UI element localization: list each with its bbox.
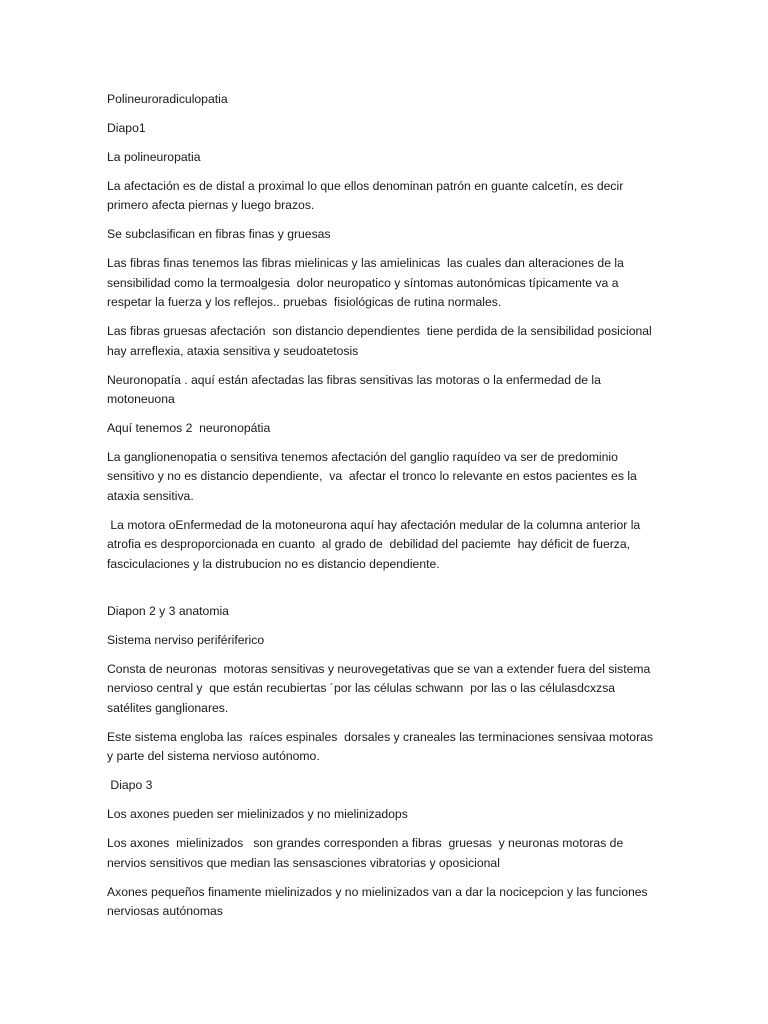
paragraph: Axones pequeños finamente mielinizados y no mielinizados van a dar la nocicepcion y las funciones nerviosas autónomas: [107, 884, 652, 919]
slide-heading: Diapon 2 y 3 anatomia: [107, 604, 229, 619]
paragraph: La ganglionenopatia o sensitiva tenemos afectación del ganglio raquídeo va ser de predominio sensitivo y no es distancio dependiente, va afectar el tronco lo relevante en estos pacientes es la ataxia sensitiva.: [107, 450, 641, 503]
section-heading: Sistema nerviso perifériferico: [107, 633, 265, 648]
paragraph: Neuronopatía . aquí están afectadas las fibras sensitivas las motoras o la enfermedad de la motoneuona: [107, 372, 605, 407]
paragraph: Consta de neuronas motoras sensitivas y neurovegetativas que se van a extender fuera del sistema nervioso central y que están recubiertas ´por las células schwann por las o las célulasdcxzsa satélites ganglionares.: [107, 662, 654, 715]
document-title: Polineuroradiculopatia: [107, 92, 228, 106]
section-heading: La polineuropatia: [107, 150, 201, 164]
paragraph: Los axones mielinizados son grandes corresponden a fibras gruesas y neuronas motoras de nervios sensitivos que median las sensasciones vibratorias y oposicional: [107, 836, 627, 870]
slide-heading: Diapo 3: [107, 778, 153, 793]
paragraph: Los axones pueden ser mielinizados y no mielinizadops: [107, 807, 408, 822]
slide-heading: Diapo1: [107, 121, 146, 135]
paragraph: La motora oEnfermedad de la motoneurona aquí hay afectación medular de la columna anterior la atrofia es desproporcionada en cuanto al grado de debilidad del paciemte hay déficit de fuerza, fasciculaciones y la distrubucion no es distancio dependiente.: [107, 517, 644, 571]
paragraph: Se subclasifican en fibras finas y gruesas: [107, 227, 331, 242]
paragraph: Aquí tenemos 2 neuronopátia: [107, 421, 271, 436]
document-body: [107, 90, 655, 931]
paragraph: Este sistema engloba las raíces espinales dorsales y craneales las terminaciones sensivaa motoras y parte del sistema nervioso autónomo.: [107, 729, 657, 764]
paragraph: Las fibras finas tenemos las fibras mielinicas y las amielinicas las cuales dan alteraciones de la sensibilidad como la termoalgesia dolor neuropatico y síntomas autonómicas típicamente va a respetar la fuerza y los reflejos.. pruebas fisiológicas de rutina normales.: [107, 256, 628, 310]
paragraph: La afectación es de distal a proximal lo que ellos denominan patrón en guante calcetín, es decir primero afecta piernas y luego brazos.: [107, 179, 627, 213]
paragraph: Las fibras gruesas afectación son distancio dependientes tiene perdida de la sensibilidad posicional hay arreflexia, ataxia sensitiva y seudoatetosis: [107, 324, 656, 358]
